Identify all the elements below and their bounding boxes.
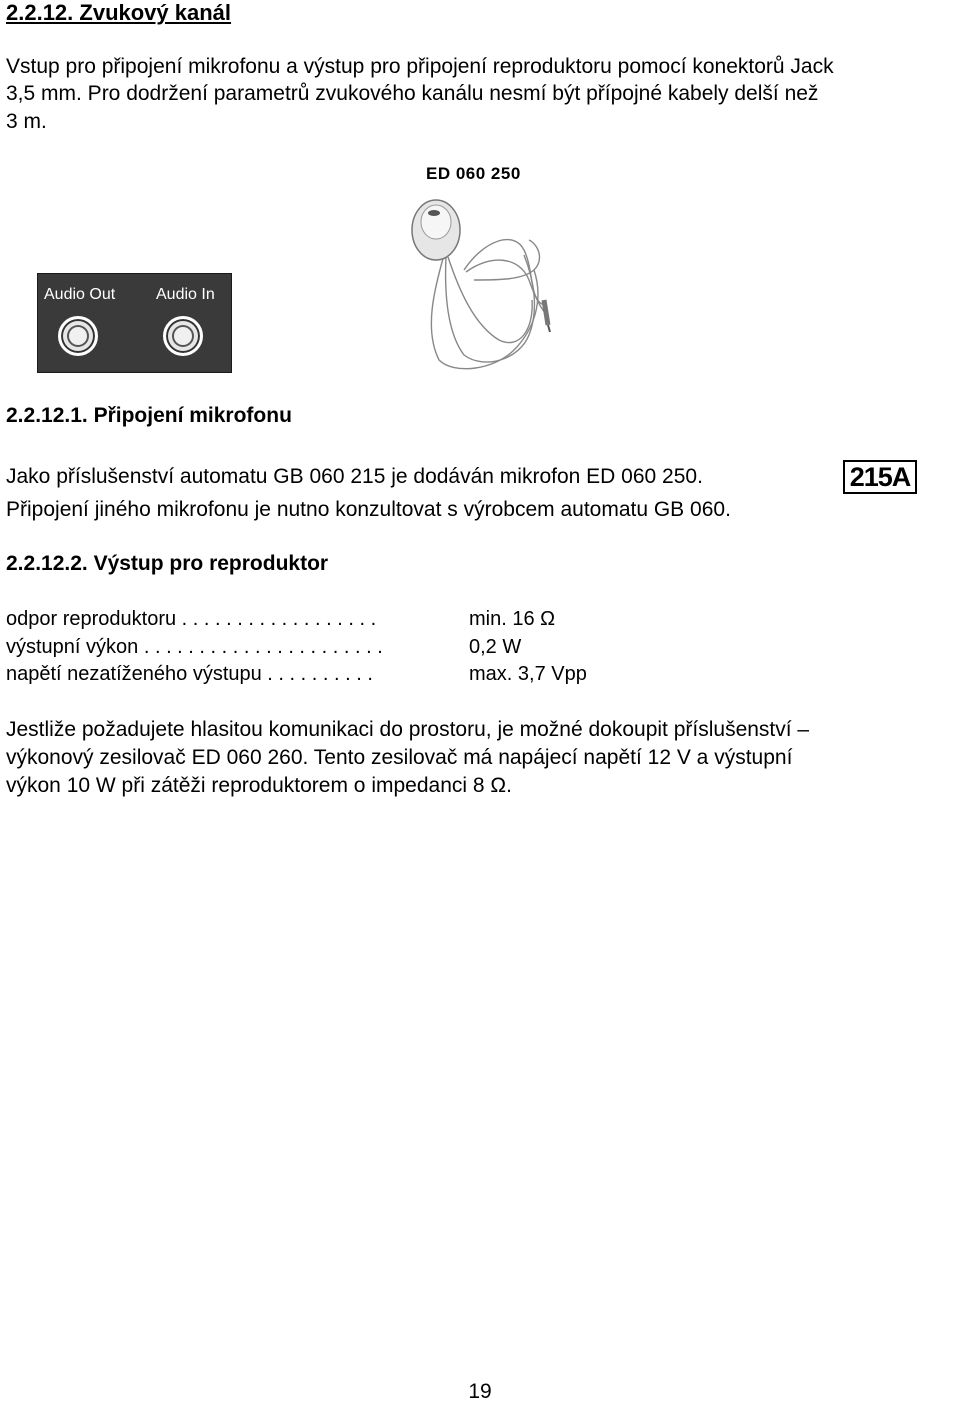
audio-in-label: Audio In [156, 286, 215, 303]
mic-line: Připojení jiného mikrofonu je nutno konzultovat s výrobcem automatu GB 060. [6, 498, 731, 521]
intro-line: Vstup pro připojení mikrofonu a výstup pro připojení reproduktoru pomocí konektorů Jack [6, 55, 834, 78]
spec-label: napětí nezatíženého výstupu . . . . . . . . . . [6, 663, 373, 685]
microphone-icon [404, 160, 564, 375]
note-line: výkon 10 W při zátěži reproduktorem o impedanci 8 Ω. [6, 774, 512, 797]
mic-line: Jako příslušenství automatu GB 060 215 je dodáván mikrofon ED 060 250. [6, 465, 703, 488]
intro-line: 3 m. [6, 110, 47, 133]
spec-value: 0,2 W [469, 636, 522, 658]
spec-label: odpor reproduktoru . . . . . . . . . . . . . . . . . . [6, 608, 377, 630]
spec-row [6, 606, 706, 632]
speaker-heading: 2.2.12.2. Výstup pro reproduktor [6, 552, 329, 575]
spec-value: max. 3,7 Vpp [469, 663, 587, 685]
audio-connector-panel-image [37, 273, 232, 373]
audio-out-label: Audio Out [44, 286, 116, 303]
spec-row [6, 661, 706, 687]
note-line: výkonový zesilovač ED 060 260. Tento zesilovač má napájecí napětí 12 V a výstupní [6, 746, 793, 769]
mic-heading: 2.2.12.1. Připojení mikrofonu [6, 404, 292, 427]
spec-label: výstupní výkon . . . . . . . . . . . . . . . . . . . . . . [6, 636, 383, 658]
note-line: Jestliže požadujete hlasitou komunikaci do prostoru, je možné dokoupit příslušenství – [6, 718, 810, 741]
microphone-image [404, 160, 564, 375]
spec-value: min. 16 Ω [469, 608, 556, 630]
spec-row [6, 634, 706, 660]
audio-in-jack-icon [163, 316, 203, 356]
model-badge: 215A [843, 460, 917, 494]
intro-line: 3,5 mm. Pro dodržení parametrů zvukového kanálu nesmí být přípojné kabely delší než [6, 82, 819, 105]
section-heading: 2.2.12. Zvukový kanál [6, 0, 232, 25]
microphone-caption: ED 060 250 [426, 164, 521, 183]
audio-out-jack-icon [58, 316, 98, 356]
page-number: 19 [468, 1380, 492, 1403]
